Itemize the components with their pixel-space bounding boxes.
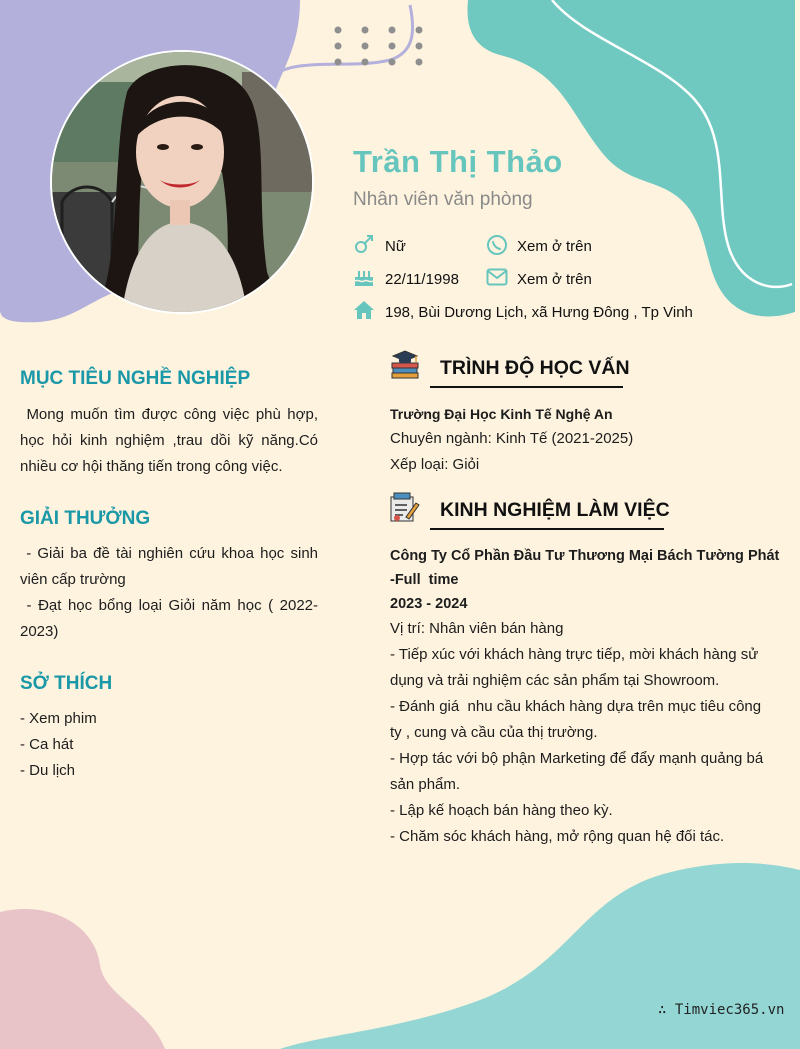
- home-icon: [353, 300, 375, 320]
- job-position: Vị trí: Nhân viên bán hàng: [390, 620, 564, 637]
- profile-photo-illustration: [52, 52, 312, 312]
- phone-icon: [486, 234, 508, 256]
- hobby-item: - Ca hát: [20, 736, 74, 753]
- site-watermark: ∴ Timviec365.vn: [658, 1002, 785, 1018]
- duty-line: - Chăm sóc khách hàng, mở rộng quan hệ đối tác.: [390, 828, 725, 845]
- award-item: - Giải ba đề tài nghiên cứu khoa học sinh viên cấp trường: [20, 545, 323, 588]
- hobby-item: - Du lịch: [20, 762, 76, 779]
- phone-value: Xem ở trên: [517, 238, 592, 255]
- education-rank: Xếp loại: Giỏi: [390, 456, 480, 473]
- profile-photo: [52, 52, 312, 312]
- duty-line: - Tiếp xúc với khách hàng trực tiếp, mời khách hàng sử: [390, 646, 759, 663]
- awards-heading: GIẢI THƯỞNG: [20, 508, 151, 529]
- education-heading-underline: [430, 386, 623, 388]
- candidate-job-title: Nhân viên văn phòng: [353, 189, 533, 210]
- hobbies-heading: SỞ THÍCH: [20, 673, 113, 694]
- duty-line: - Hợp tác với bộ phận Marketing để đẩy mạnh quảng bá: [390, 750, 764, 767]
- gender-value: Nữ: [385, 238, 406, 255]
- pink-blob-decoration: [0, 900, 180, 1049]
- experience-heading: KINH NGHIỆM LÀM VIỆC: [440, 499, 670, 521]
- birthday-cake-icon: [353, 266, 375, 288]
- candidate-name: Trần Thị Thảo: [353, 144, 563, 179]
- education-major: Chuyên ngành: Kinh Tế (2021-2025): [390, 430, 634, 447]
- email-value: Xem ở trên: [517, 271, 592, 288]
- duty-line: ty , cung và cầu của thị trường.: [390, 724, 598, 741]
- company-name: Công Ty Cổ Phần Đầu Tư Thương Mại Bách Tường Phát: [390, 548, 780, 564]
- work-experience-icon: [389, 491, 421, 523]
- teal-bottom-blob-decoration: [280, 860, 800, 1049]
- duty-line: dụng và trải nghiệm các sản phẩm tại Showroom.: [390, 672, 720, 689]
- employment-type: -Full time: [390, 572, 459, 588]
- duty-line: - Lập kế hoạch bán hàng theo kỳ.: [390, 802, 613, 819]
- award-item: - Đạt học bổng loại Giỏi năm học ( 2022-2023): [20, 597, 318, 640]
- email-icon: [486, 268, 508, 286]
- address-value: 198, Bùi Dương Lịch, xã Hưng Đông , Tp Vinh: [385, 304, 693, 321]
- education-heading: TRÌNH ĐỘ HỌC VẤN: [440, 357, 630, 379]
- experience-heading-underline: [430, 528, 664, 530]
- graduation-books-icon: [389, 350, 421, 382]
- dot-grid-decoration: [330, 24, 430, 70]
- hobby-item: - Xem phim: [20, 710, 97, 727]
- gender-icon: [353, 234, 375, 256]
- work-period: 2023 - 2024: [390, 596, 468, 612]
- birthday-value: 22/11/1998: [385, 271, 459, 288]
- duty-line: sản phẩm.: [390, 776, 461, 793]
- objective-heading: MỤC TIÊU NGHỀ NGHIỆP: [20, 368, 251, 389]
- objective-text: Mong muốn tìm được công việc phù hợp, học hỏi kinh nghiệm ,trau dồi kỹ năng.Có nhiều cơ hội thăng tiến trong công việc.: [20, 406, 323, 475]
- duty-line: - Đánh giá nhu cầu khách hàng dựa trên mục tiêu công: [390, 698, 762, 715]
- school-name: Trường Đại Học Kinh Tế Nghệ An: [390, 406, 613, 422]
